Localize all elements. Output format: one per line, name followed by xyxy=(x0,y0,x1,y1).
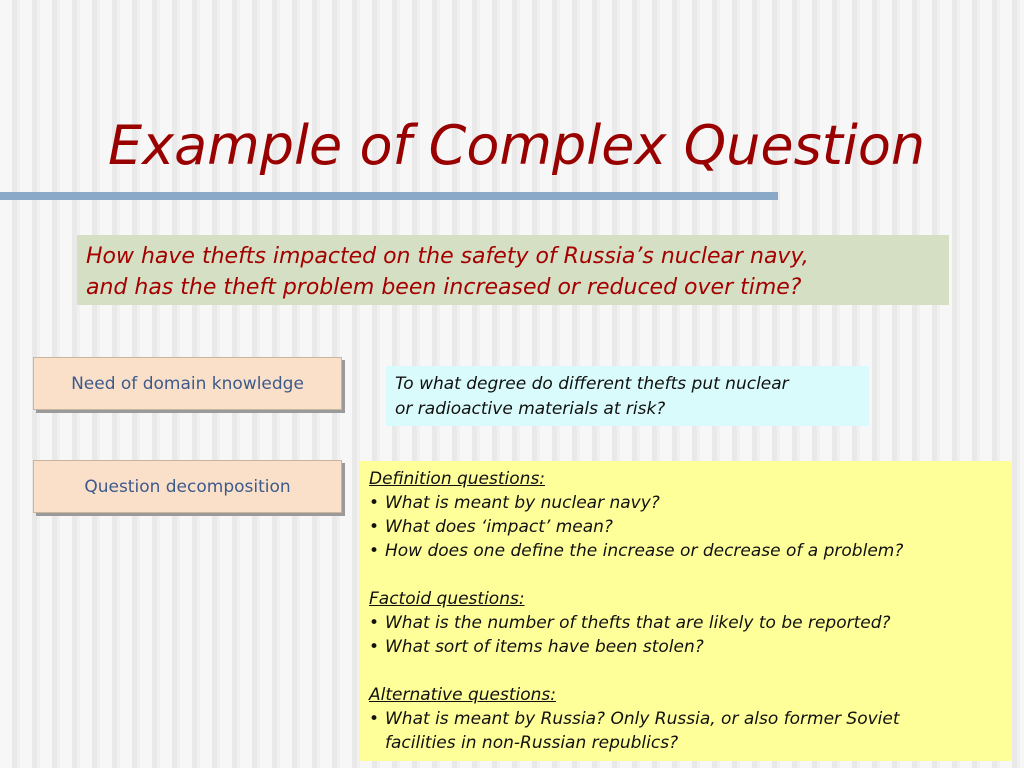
definition-question-item: • How does one define the increase or decrease of a problem? xyxy=(369,539,1004,563)
factoid-question-item: • What sort of items have been stolen? xyxy=(369,635,1004,659)
title-divider xyxy=(0,192,778,200)
main-question-line: How have thefts impacted on the safety of Russia’s nuclear navy, xyxy=(86,244,809,269)
spacer xyxy=(369,563,1004,587)
definition-question-item: • What is meant by nuclear navy? xyxy=(369,491,1004,515)
domain-knowledge-label xyxy=(33,357,342,410)
question-decomposition-label-text: Question decomposition xyxy=(84,476,291,497)
domain-example-line: To what degree do different thefts put nuclear xyxy=(395,374,789,394)
alternative-question-continuation: facilities in non-Russian republics? xyxy=(385,733,679,753)
alternative-questions-heading: Alternative questions: xyxy=(369,685,556,705)
main-question-line: and has the theft problem been increased or reduced over time? xyxy=(86,275,802,300)
spacer xyxy=(369,659,1004,683)
alternative-question-item: • What is meant by Russia? Only Russia, or also former Soviet xyxy=(369,707,1004,731)
main-question-box xyxy=(77,235,949,305)
slide-title: Example of Complex Question xyxy=(108,114,926,177)
domain-example-line: or radioactive materials at risk? xyxy=(395,399,666,419)
factoid-questions-heading: Factoid questions: xyxy=(369,589,525,609)
decomposition-box xyxy=(360,461,1012,761)
question-decomposition-label xyxy=(33,460,342,513)
definition-question-item: • What does ‘impact’ mean? xyxy=(369,515,1004,539)
factoid-question-item: • What is the number of thefts that are likely to be reported? xyxy=(369,611,1004,635)
definition-questions-heading: Definition questions: xyxy=(369,469,546,489)
domain-knowledge-label-text: Need of domain knowledge xyxy=(71,373,304,394)
domain-example-box xyxy=(386,366,869,426)
